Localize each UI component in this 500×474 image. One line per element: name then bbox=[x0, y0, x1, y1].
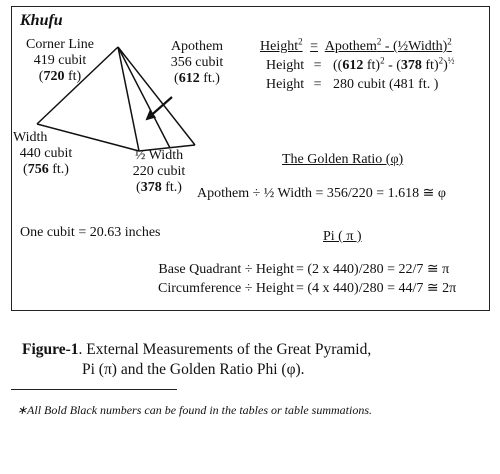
base-quadrant-lhs: Base Quadrant ÷ Height bbox=[158, 262, 294, 277]
height-squared-formula: Height$^2$ = Apothem$^2$ - (½Width)$^2$ bbox=[260, 36, 452, 54]
pi-heading: Pi ( π ) bbox=[323, 229, 362, 244]
pyramid-corner-line bbox=[118, 47, 139, 151]
figure-caption-line1: . External Measurements of the Great Pyramid, bbox=[78, 341, 372, 358]
figure-label: Figure-1 bbox=[22, 341, 79, 358]
figure-caption bbox=[22, 340, 371, 380]
width-label: Width 440 cubit (756 ft.) bbox=[13, 130, 73, 177]
circumference-rhs: = (4 x 440)/280 = 44/7 ≅ 2π bbox=[296, 281, 457, 296]
golden-ratio-formula: Apothem ÷ ½ Width = 356/220 = 1.618 ≅ φ bbox=[197, 186, 446, 201]
cubit-conversion-note: One cubit = 20.63 inches bbox=[20, 225, 161, 240]
golden-ratio-heading: The Golden Ratio (φ) bbox=[282, 152, 404, 167]
pyramid-title: Khufu bbox=[20, 12, 63, 29]
height-root-formula: Height = ((612 ft)$^2$ - (378 ft)$^2$)$^{\frac{1}{2}}$ bbox=[266, 55, 455, 73]
footnote: ∗All Bold Black numbers can be found in the tables or table summations. bbox=[17, 403, 373, 417]
height-result-formula: Height = 280 cubit (481 ft. ) bbox=[266, 77, 439, 92]
figure-caption-line2: Pi (π) and the Golden Ratio Phi (φ). bbox=[82, 361, 305, 378]
apothem-label: Apothem 356 cubit (612 ft.) bbox=[170, 39, 224, 86]
corner-line-label: Corner Line 419 cubit (720 ft) bbox=[25, 37, 95, 84]
circumference-lhs: Circumference ÷ Height bbox=[158, 281, 294, 296]
base-quadrant-rhs: = (2 x 440)/280 = 22/7 ≅ π bbox=[296, 262, 450, 277]
footnote-divider bbox=[11, 389, 177, 390]
half-width-label: ½ Width 220 cubit (378 ft.) bbox=[132, 148, 186, 195]
